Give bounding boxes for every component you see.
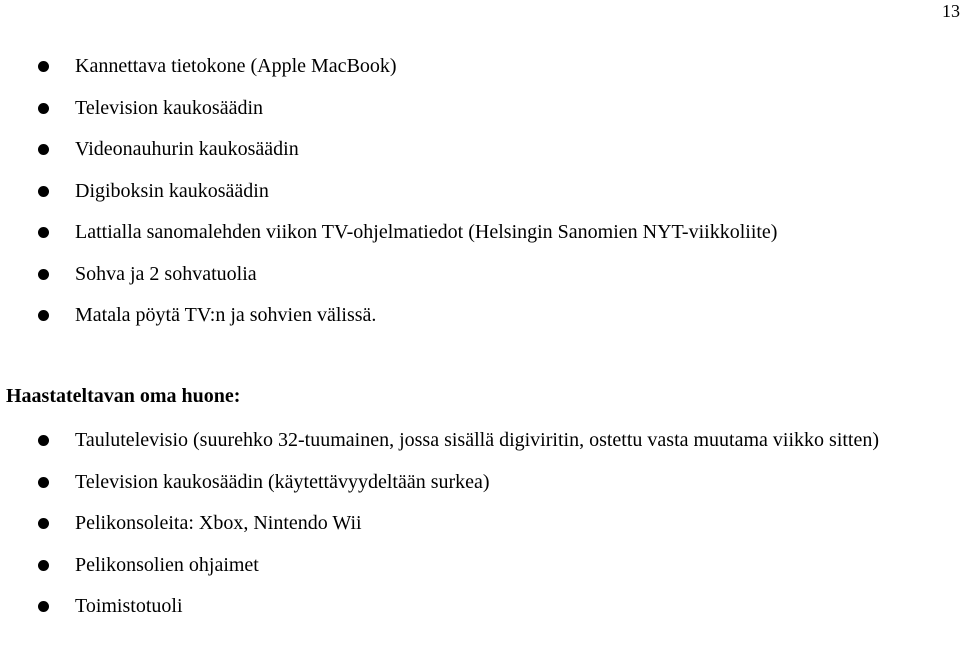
bullet-icon <box>38 227 49 238</box>
bullet-icon <box>38 144 49 155</box>
list-item-text: Television kaukosäädin (käytettävyydeltään surkea) <box>75 470 490 493</box>
list-item-text: Pelikonsoleita: Xbox, Nintendo Wii <box>75 512 362 534</box>
bullet-icon <box>38 103 49 114</box>
list-item <box>0 46 777 88</box>
bullet-icon <box>38 601 49 612</box>
list-item-text: Taulutelevisio (suurehko 32-tuumainen, jossa sisällä digiviritin, ostettu vasta muutama viikko sitten) <box>75 429 880 451</box>
list-item-text: Digiboksin kaukosäädin <box>75 179 269 202</box>
bullet-icon <box>38 518 49 529</box>
list-item <box>0 129 777 171</box>
list-item <box>0 586 905 628</box>
list-item <box>0 88 777 130</box>
list-item-text: Lattialla sanomalehden viikon TV-ohjelmatiedot (Helsingin Sanomien NYT-viikkoliite) <box>75 221 778 243</box>
bullet-icon <box>38 435 49 446</box>
list-item-text: Matala pöytä TV:n ja sohvien välissä. <box>75 304 377 326</box>
list-item <box>0 171 777 213</box>
list-item <box>0 420 905 462</box>
bullet-icon <box>38 477 49 488</box>
list-item <box>0 545 905 587</box>
list-item <box>0 295 777 337</box>
list-item <box>0 503 905 545</box>
bullet-icon <box>38 560 49 571</box>
list-item <box>0 462 905 504</box>
list-item <box>0 212 777 254</box>
section-heading: Haastateltavan oma huone: <box>6 385 241 407</box>
page-number: 13 <box>942 1 960 21</box>
own-room-items-list <box>0 420 905 628</box>
list-item-text: Videonauhurin kaukosäädin <box>75 138 299 160</box>
bullet-icon <box>38 269 49 280</box>
list-item-text: Television kaukosäädin <box>75 96 263 119</box>
bullet-icon <box>38 61 49 72</box>
living-room-items-list <box>0 46 777 337</box>
list-item <box>0 254 777 296</box>
bullet-icon <box>38 310 49 321</box>
list-item-text: Toimistotuoli <box>75 595 183 617</box>
list-item-text: Pelikonsolien ohjaimet <box>75 553 259 576</box>
bullet-icon <box>38 186 49 197</box>
list-item-text: Sohva ja 2 sohvatuolia <box>75 262 257 285</box>
list-item-text: Kannettava tietokone (Apple MacBook) <box>75 55 397 77</box>
